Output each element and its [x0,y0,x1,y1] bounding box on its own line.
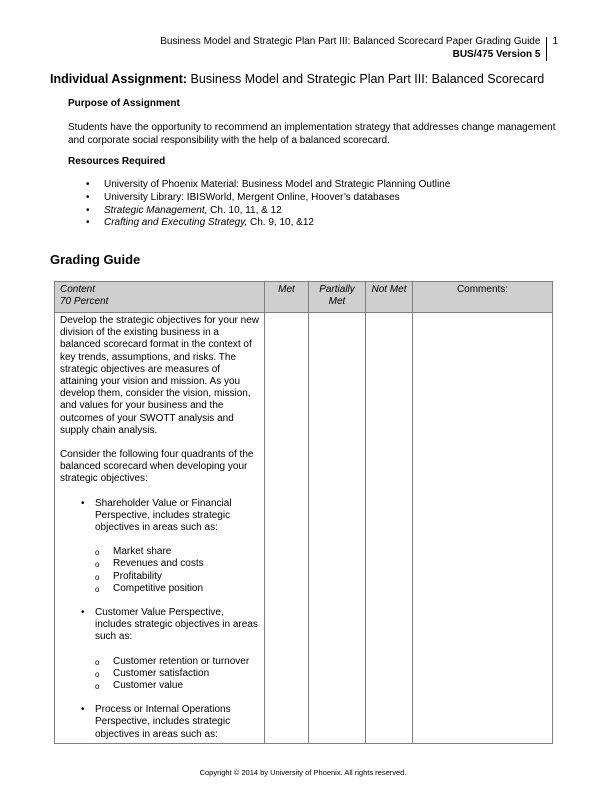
content-header-percent: 70 Percent [60,295,109,307]
table-row [55,313,553,744]
resource-text: Ch. 10, 11, & 12 [207,204,282,216]
list-item [68,217,450,230]
list-item [68,192,450,205]
purpose-text: Students have the opportunity to recommend an implementation strategy that addresses change management and corporate social responsibility with the help of a balanced scorecard. [68,122,556,146]
header-title: Business Model and Strategic Plan Part III: Balanced Scorecard Paper Grading Guide [160,36,541,47]
content-header-label: Content [60,284,96,295]
comments-cell [413,313,553,744]
resource-text: University Library: IBISWorld, Mergent Online, Hoover’s databases [104,191,400,203]
column-header-comments: Comments: [413,282,553,313]
list-item [68,205,450,218]
sub-item: o Customer value [60,680,259,692]
page-header [160,36,558,61]
column-header-not-met: Not Met [366,282,413,313]
resource-italic: Strategic Management, [104,204,208,216]
grading-table [54,281,553,744]
resource-text: Ch. 9, 10, &12 [247,217,314,229]
quadrant-item: • Customer Value Perspective, includes strategic objectives in areas such as: [60,607,259,644]
assignment-name: Business Model and Strategic Plan Part III: Balanced Scorecard [190,72,545,86]
content-cell [55,313,265,744]
not-met-cell [366,313,413,744]
met-cell [265,313,309,744]
sub-item: o Revenues and costs [60,558,259,570]
assignment-title [50,72,544,86]
sub-item: o Customer retention or turnover [60,656,259,668]
quadrant-item: • Process or Internal Operations Perspective, includes strategic objectives in areas such as: [60,704,259,741]
list-item [68,179,450,192]
content-intro: Develop the strategic objectives for your new division of the existing business in a balanced scorecard format in the context of key trends, assumptions, and risks. The strategic objectives are measures of attaining your vision and mission. As you develop them, consider the vision, mission, and values for your business and the outcomes of your SWOTT analysis and supply chain analysis. [60,315,259,436]
sub-item: o Profitability [60,571,259,583]
sub-item: o Market share [60,546,259,558]
purpose-heading: Purpose of Assignment [68,98,180,109]
table-header-row [55,282,553,313]
resource-italic: Crafting and Executing Strategy, [104,217,248,229]
partially-met-cell [309,313,366,744]
column-header-content [55,282,265,313]
page-number: 1 [552,36,558,47]
assignment-label: Individual Assignment: [50,72,188,86]
column-header-met: Met [265,282,309,313]
copyright-footer: Copyright © 2014 by University of Phoenix. All rights reserved. [199,768,407,777]
resources-heading: Resources Required [68,156,166,167]
column-header-partially-met: Partially Met [309,282,366,313]
quadrants-intro: Consider the following four quadrants of the balanced scorecard when developing your strategic objectives: [60,449,254,485]
resources-list [68,179,450,230]
header-course-version: BUS/475 Version 5 [452,48,541,60]
resource-text: University of Phoenix Material: Business Model and Strategic Planning Outline [104,179,451,190]
quadrant-item: • Shareholder Value or Financial Perspective, includes strategic objectives in areas such as: [60,498,259,535]
sub-item: o Customer satisfaction [60,668,259,680]
sub-item: o Competitive position [60,583,259,595]
grading-guide-heading: Grading Guide [50,252,141,267]
